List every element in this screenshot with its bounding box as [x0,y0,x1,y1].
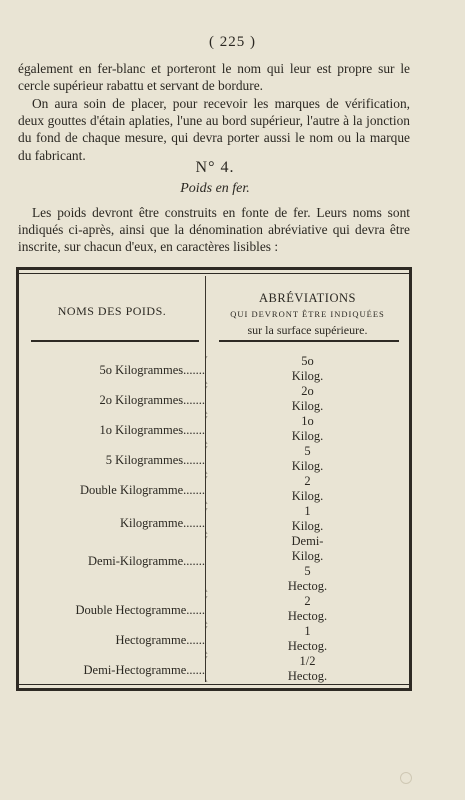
abbr-value: 5 [304,444,311,458]
section-title: Poids en fer. [180,181,250,196]
abbr-value: 5 [304,564,311,578]
weight-name: 1o Kilogrammes....... [99,423,205,437]
abbr-value: 1 [304,504,311,518]
header-names: NOMS DES POIDS. [57,304,167,318]
abbr-unit: Kilog. [291,519,324,533]
weight-abbreviation [206,474,409,504]
weight-abbreviation [206,384,409,414]
abbr-unit: Kilog. [291,459,324,473]
paragraph-1: également en fer-blanc et porteront le nom qui leur est propre sur le cercle supérieur rabattu et servant de bordure. [18,61,410,94]
table-row [19,444,409,476]
abbr-unit: Kilog. [291,399,324,413]
header-rule-right [219,340,399,342]
weight-name: Double Kilogramme....... [80,483,205,497]
abbr-value: 2 [304,594,311,608]
paper-mark [400,772,412,784]
weight-abbreviation [206,444,409,474]
table-row [19,474,409,506]
weights-table [16,267,412,691]
table-row [19,654,409,686]
weight-name: Demi-Kilogramme....... [88,554,205,568]
table-row [19,504,409,536]
abbr-unit: Kilog. [291,429,324,443]
abbr-unit: Hectog. [287,579,328,593]
abbr-unit: Kilog. [291,549,324,563]
table-row [19,534,409,596]
weight-abbreviation [206,354,409,384]
abbr-value: 1 [304,624,311,638]
abbr-unit: Hectog. [287,639,328,653]
header-abbreviations-note: sur la surface supérieure. [247,323,368,337]
paragraph-3: Les poids devront être construits en fonte de fer. Leurs noms sont indiqués ci-après, ainsi que la dénomination abréviative qui devra être inscrite, sur chacun d'eux, en caractères lisibles : [18,205,410,255]
table-row [19,384,409,416]
abbr-value: 5o [301,354,314,368]
table-row [19,414,409,446]
weight-abbreviation [206,534,409,594]
weight-abbreviation [206,504,409,534]
weight-name: 5 Kilogrammes....... [105,453,205,467]
header-rule-left [31,340,199,342]
table-inner-border-top [19,273,409,274]
abbr-value: 1/2 [299,654,316,668]
weight-abbreviation [206,594,409,624]
weight-name: Double Hectogramme...... [75,603,205,617]
abbr-unit: Kilog. [291,369,324,383]
page-number: ( 225 ) [209,34,256,50]
paragraph-2: On aura soin de placer, pour recevoir les marques de vérification, deux gouttes d'étain aplaties, l'une au bord supérieur, l'autre à la jonction du fond de chaque mesure, qui devra porter aussi le nom ou la marque du fabricant. [18,96,410,163]
abbr-unit: Hectog. [287,609,328,623]
abbr-value: 2o [301,384,314,398]
header-abbreviations-sub: QUI DEVRONT ÊTRE INDIQUÉES [230,309,385,319]
header-abbreviations [206,290,409,338]
abbr-value: 2 [304,474,311,488]
table-row [19,354,409,386]
abbr-unit: Hectog. [287,669,328,683]
weight-name: 5o Kilogrammes....... [99,363,205,377]
abbr-value: 1o [301,414,314,428]
weight-name: Kilogramme....... [119,516,205,530]
header-abbreviations-title: ABRÉVIATIONS [259,291,356,305]
weight-name: Hectogramme...... [115,633,205,647]
weight-abbreviation [206,414,409,444]
abbr-unit: Kilog. [291,489,324,503]
section-number: N° 4. [195,159,235,176]
table-row [19,624,409,656]
weight-abbreviation [206,654,409,684]
abbr-value: Demi- [291,534,324,548]
weight-name: 2o Kilogrammes....... [99,393,205,407]
weight-abbreviation [206,624,409,654]
weight-name: Demi-Hectogramme...... [83,663,205,677]
table-row [19,594,409,626]
